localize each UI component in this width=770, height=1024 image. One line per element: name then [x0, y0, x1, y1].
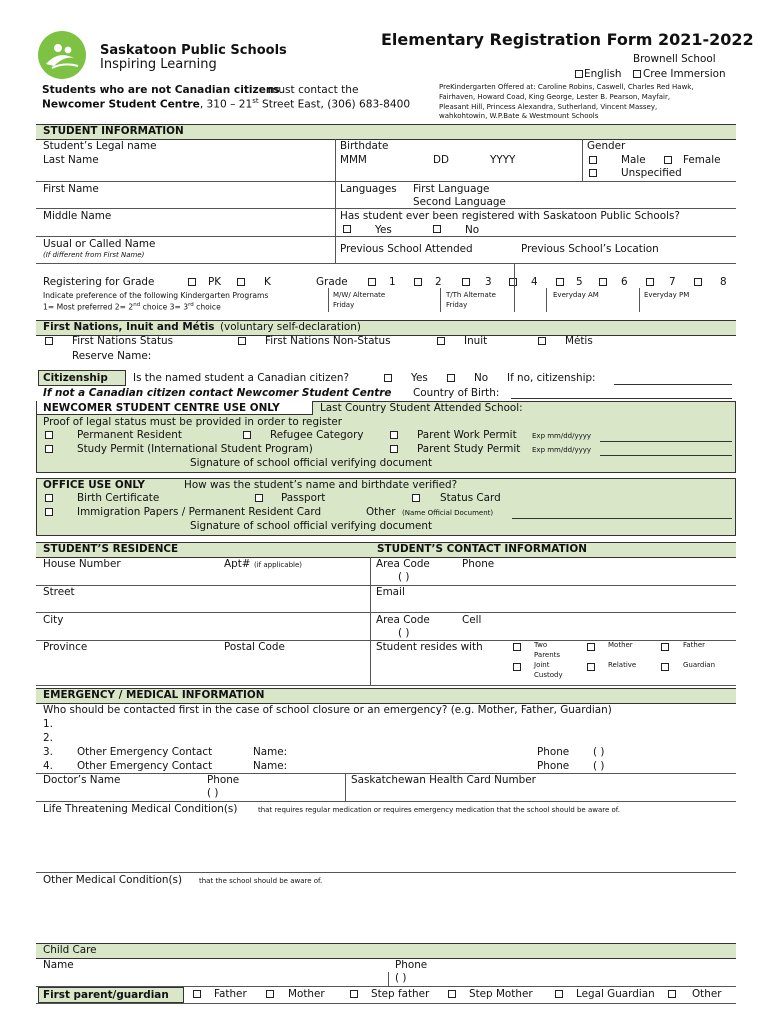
two-parents-1: Two — [534, 641, 548, 649]
prek-note-4: wahkohtowin, W.P.Bate & Westmount Schools — [439, 112, 599, 120]
school-name-field: Brownell School — [633, 53, 716, 65]
usual-name-label: Usual or Called Name — [43, 238, 156, 250]
relative-checkbox[interactable] — [587, 663, 595, 671]
grade-6-label: 6 — [621, 276, 628, 288]
usual-name-note: (If different from First Name) — [43, 251, 145, 259]
exp1-label: Exp mm/dd/yyyy — [532, 432, 592, 440]
street-label: Street — [43, 586, 75, 598]
divider — [36, 263, 736, 264]
contact-newcomer-note: If not a Canadian citizen contact Newcomer Student Centre — [43, 387, 392, 399]
two-parents-2: Parents — [534, 651, 561, 659]
student-info-header: STUDENT INFORMATION — [43, 125, 184, 137]
phone-paren: ( ) — [398, 571, 410, 583]
contact-header: STUDENT’S CONTACT INFORMATION — [377, 543, 587, 555]
divider — [36, 208, 736, 209]
guardian-other-label: Other — [692, 988, 722, 1000]
mw-alt: M/W/ Alternate — [333, 291, 386, 299]
newcomer-bold-2: Newcomer Student Centre — [42, 98, 200, 111]
divider — [514, 263, 515, 312]
doctor-paren: ( ) — [207, 787, 219, 799]
proof-label: Proof of legal status must be provided in order to register — [43, 416, 343, 428]
guardian-father-label: Father — [214, 988, 247, 1000]
previous-location-label: Previous School’s Location — [521, 243, 659, 255]
k-pref-2d: rd — [188, 302, 194, 308]
joint-custody-checkbox[interactable] — [513, 663, 521, 671]
newcomer-text-3: Street East, (306) 683-8400 — [258, 98, 411, 111]
grade-7-label: 7 — [669, 276, 676, 288]
yyyy-label: YYYY — [490, 154, 516, 166]
cree-checkbox[interactable] — [633, 70, 641, 78]
grade-5-checkbox[interactable] — [556, 278, 564, 286]
child-care-paren: ( ) — [395, 972, 407, 984]
father-resides-label: Father — [683, 641, 706, 649]
guardian-legal-checkbox[interactable] — [555, 990, 563, 998]
last-country-label: Last Country Student Attended School: — [320, 402, 523, 414]
paren-3: ( ) — [593, 746, 605, 758]
if-no-citizenship: If no, citizenship: — [507, 372, 596, 384]
registered-no-checkbox[interactable] — [433, 225, 441, 233]
cree-label: Cree Immersion — [643, 68, 726, 80]
status-card-label: Status Card — [440, 492, 501, 504]
reserve-label: Reserve Name: — [72, 350, 152, 362]
k-pref-1: Indicate preference of the following Kindergarten Programs — [43, 291, 269, 300]
office-signature-label: Signature of school official verifying document — [190, 520, 433, 532]
registered-yes-checkbox[interactable] — [343, 225, 351, 233]
prek-note-2: Fairhaven, Howard Coad, King George, Lester B. Pearson, Mayfair, — [439, 93, 671, 101]
exp2-line — [600, 455, 732, 456]
grade-label: Grade — [316, 276, 348, 288]
permanent-resident-label: Permanent Resident — [77, 429, 182, 441]
phone-label: Phone — [462, 558, 495, 570]
guardian-step-father-checkbox[interactable] — [350, 990, 358, 998]
everyday-am: Everyday AM — [553, 291, 599, 299]
parent-work-checkbox[interactable] — [390, 431, 398, 439]
house-number-label: House Number — [43, 558, 121, 570]
unspecified-checkbox[interactable] — [589, 169, 597, 177]
english-label: English — [584, 68, 622, 80]
newcomer-text-1: must contact the — [268, 84, 359, 96]
grade-3-label: 3 — [485, 276, 492, 288]
citizen-yes-label: Yes — [411, 372, 428, 384]
grade-5-label: 5 — [576, 276, 583, 288]
birth-cert-label: Birth Certificate — [77, 492, 160, 504]
parent-study-checkbox[interactable] — [390, 445, 398, 453]
guardian-resides-checkbox[interactable] — [661, 663, 669, 671]
guardian-step-father-label: Step father — [371, 988, 430, 1000]
divider — [345, 773, 346, 801]
divider — [36, 612, 736, 613]
postal-code-label: Postal Code — [224, 641, 285, 653]
grade-4-label: 4 — [531, 276, 538, 288]
doctor-label: Doctor’s Name — [43, 774, 121, 786]
tth-friday: Friday — [446, 301, 468, 309]
office-question: How was the student’s name and birthdate verified? — [184, 479, 458, 491]
refugee-label: Refugee Category — [270, 429, 364, 441]
parent-study-label: Parent Study Permit — [417, 443, 521, 455]
k-pref-2e: choice — [193, 302, 221, 312]
prek-note-1: PreKindergarten Offered at: Caroline Robins, Caswell, Charles Red Hawk, — [439, 83, 694, 91]
newcomer-line-2 — [42, 97, 410, 111]
divider — [388, 972, 389, 986]
grade-2-label: 2 — [435, 276, 442, 288]
first-nations-header: First Nations, Inuit and Métis — [43, 321, 215, 333]
registered-no-label: No — [465, 224, 480, 236]
divider — [36, 236, 736, 237]
divider — [440, 288, 441, 312]
joint-1: Joint — [534, 661, 550, 669]
guardian-step-mother-label: Step Mother — [469, 988, 533, 1000]
grade-7-checkbox[interactable] — [646, 278, 654, 286]
guardian-father-checkbox[interactable] — [193, 990, 201, 998]
guardian-resides-label: Guardian — [683, 661, 716, 669]
divider — [582, 139, 583, 181]
divider — [328, 288, 329, 312]
registering-label: Registering for Grade — [43, 276, 155, 288]
doctor-phone-label: Phone — [207, 774, 240, 786]
guardian-legal-label: Legal Guardian — [576, 988, 655, 1000]
emergency-1: 1. — [43, 718, 53, 730]
province-label: Province — [43, 641, 88, 653]
guardian-label: First parent/guardian — [43, 989, 169, 1001]
ncc-signature-label: Signature of school official verifying document — [190, 457, 433, 469]
father-resides-checkbox[interactable] — [661, 643, 669, 651]
citizen-yes-checkbox[interactable] — [384, 374, 392, 382]
last-name-label: Last Name — [43, 154, 99, 166]
apt-label: Apt# — [224, 558, 251, 570]
mother-resides-checkbox[interactable] — [587, 643, 595, 651]
male-checkbox[interactable] — [589, 156, 597, 164]
mw-friday: Friday — [333, 301, 355, 309]
grade-8-label: 8 — [720, 276, 727, 288]
emergency-2: 2. — [43, 732, 53, 744]
k-pref-2 — [43, 302, 221, 312]
other-conditions-note: that the school should be aware of. — [199, 877, 323, 885]
k-checkbox[interactable] — [237, 278, 245, 286]
birth-cert-checkbox[interactable] — [45, 494, 53, 502]
grade-1-label: 1 — [389, 276, 396, 288]
divider — [639, 288, 640, 312]
immigration-label: Immigration Papers / Permanent Resident Card — [77, 506, 322, 518]
area-code-2-label: Area Code — [376, 614, 430, 626]
divider — [335, 139, 336, 263]
country-birth-label: Country of Birth: — [413, 387, 500, 399]
grade-6-checkbox[interactable] — [599, 278, 607, 286]
paren-4: ( ) — [593, 760, 605, 772]
citizen-no-checkbox[interactable] — [447, 374, 455, 382]
tth-alt: T/Th Alternate — [446, 291, 496, 299]
school-tagline: Inspiring Learning — [100, 57, 217, 72]
other-doc-line — [512, 518, 732, 519]
child-care-label: Child Care — [43, 944, 97, 956]
citizenship-label: Citizenship — [43, 372, 108, 384]
fn-status-checkbox[interactable] — [45, 337, 53, 345]
k-label: K — [264, 276, 271, 288]
life-threat-note: that requires regular medication or requires emergency medication that the school should be aware of. — [258, 806, 620, 814]
legal-name-label: Student’s Legal name — [43, 140, 157, 152]
newcomer-text-2: , 310 – 21 — [199, 98, 253, 111]
child-care-bar — [36, 943, 736, 959]
k-pref-2c: choice 3= 3 — [140, 302, 189, 312]
parent-work-label: Parent Work Permit — [417, 429, 517, 441]
guardian-step-mother-checkbox[interactable] — [448, 990, 456, 998]
other-doc-note: (Name Official Document) — [402, 509, 494, 517]
other-contact-4: Other Emergency Contact — [77, 760, 213, 772]
study-permit-checkbox[interactable] — [45, 445, 53, 453]
office-use-label: OFFICE USE ONLY — [43, 479, 145, 491]
resides-label: Student resides with — [376, 641, 483, 653]
other-doc-label: Other — [366, 506, 396, 518]
grade-3-checkbox[interactable] — [462, 278, 470, 286]
female-label: Female — [683, 154, 721, 166]
cell-paren: ( ) — [398, 627, 410, 639]
immigration-checkbox[interactable] — [45, 508, 53, 516]
first-name-label: First Name — [43, 183, 99, 195]
male-label: Male — [621, 154, 646, 166]
prek-note-3: Pleasant Hill, Princess Alexandra, Sutherland, Vincent Massey, — [439, 103, 658, 111]
metis-label: Métis — [565, 335, 593, 347]
city-label: City — [43, 614, 64, 626]
cell-label: Cell — [462, 614, 482, 626]
pk-checkbox[interactable] — [188, 278, 196, 286]
residence-header: STUDENT’S RESIDENCE — [43, 543, 179, 555]
languages-label: Languages — [340, 183, 397, 195]
grade-1-checkbox[interactable] — [368, 278, 376, 286]
joint-2: Custody — [534, 671, 563, 679]
emergency-3: 3. — [43, 746, 53, 758]
fn-non-status-checkbox[interactable] — [238, 337, 246, 345]
first-nations-voluntary: (voluntary self-declaration) — [220, 321, 361, 333]
passport-label: Passport — [281, 492, 326, 504]
health-card-label: Saskatchewan Health Card Number — [351, 774, 536, 786]
emergency-question: Who should be contacted first in the case of school closure or an emergency? (e.g. Mother, Father, Guardian) — [43, 704, 612, 716]
other-contact-3: Other Emergency Contact — [77, 746, 213, 758]
refugee-checkbox[interactable] — [243, 431, 251, 439]
fn-non-status-label: First Nations Non-Status — [265, 335, 391, 347]
guardian-mother-checkbox[interactable] — [266, 990, 274, 998]
k-pref-2b: nd — [133, 302, 141, 308]
previous-school-label: Previous School Attended — [340, 243, 473, 255]
inuit-checkbox[interactable] — [437, 337, 445, 345]
child-care-phone: Phone — [395, 959, 428, 971]
school-name: Saskatoon Public Schools — [100, 43, 287, 58]
dd-label: DD — [433, 154, 450, 166]
other-conditions-label: Other Medical Condition(s) — [43, 874, 183, 886]
permanent-resident-checkbox[interactable] — [45, 431, 53, 439]
passport-checkbox[interactable] — [255, 494, 263, 502]
inuit-label: Inuit — [464, 335, 488, 347]
exp1-line — [600, 441, 732, 442]
citizenship-question: Is the named student a Canadian citizen? — [133, 372, 350, 384]
guardian-mother-label: Mother — [288, 988, 325, 1000]
citizenship-line — [614, 384, 732, 385]
emergency-header: EMERGENCY / MEDICAL INFORMATION — [43, 689, 265, 701]
school-logo — [34, 28, 96, 80]
registered-question: Has student ever been registered with Saskatoon Public Schools? — [340, 210, 680, 222]
grade-8-checkbox[interactable] — [694, 278, 702, 286]
first-language-label: First Language — [413, 183, 490, 195]
grade-4-checkbox[interactable] — [509, 278, 517, 286]
divider — [36, 801, 736, 802]
divider — [370, 557, 371, 685]
registered-yes-label: Yes — [375, 224, 392, 236]
two-parents-checkbox[interactable] — [513, 643, 521, 651]
middle-name-label: Middle Name — [43, 210, 112, 222]
form-title: Elementary Registration Form 2021-2022 — [381, 30, 754, 49]
phone-4: Phone — [537, 760, 570, 772]
english-checkbox[interactable] — [575, 70, 583, 78]
mother-resides-label: Mother — [608, 641, 633, 649]
ncc-use-label: NEWCOMER STUDENT CENTRE USE ONLY — [43, 402, 280, 414]
status-card-checkbox[interactable] — [412, 494, 420, 502]
study-permit-label: Study Permit (International Student Program) — [77, 443, 313, 455]
second-language-label: Second Language — [413, 196, 506, 208]
country-birth-line — [511, 398, 732, 399]
k-pref-2a: 1= Most preferred 2= 2 — [43, 302, 134, 312]
fn-status-label: First Nations Status — [72, 335, 174, 347]
newcomer-sup: st — [252, 97, 259, 105]
child-care-name: Name — [43, 959, 74, 971]
apt-note: (if applicable) — [254, 561, 302, 569]
pk-label: PK — [208, 276, 222, 288]
divider — [36, 1003, 736, 1004]
divider — [546, 288, 547, 312]
life-threat-label: Life Threatening Medical Condition(s) — [43, 803, 238, 815]
relative-label: Relative — [608, 661, 637, 669]
divider — [36, 181, 736, 182]
grade-2-checkbox[interactable] — [414, 278, 422, 286]
citizen-no-label: No — [474, 372, 489, 384]
divider — [36, 872, 736, 873]
guardian-other-checkbox[interactable] — [668, 990, 676, 998]
divider — [36, 685, 736, 686]
mmm-label: MMM — [340, 154, 367, 166]
area-code-label: Area Code — [376, 558, 430, 570]
phone-3: Phone — [537, 746, 570, 758]
email-label: Email — [376, 586, 405, 598]
birthdate-label: Birthdate — [340, 140, 389, 152]
name-4: Name: — [253, 760, 288, 772]
everyday-pm: Everyday PM — [644, 291, 690, 299]
name-3: Name: — [253, 746, 288, 758]
gender-label: Gender — [587, 140, 626, 152]
exp2-label: Exp mm/dd/yyyy — [532, 446, 592, 454]
female-checkbox[interactable] — [664, 156, 672, 164]
metis-checkbox[interactable] — [538, 337, 546, 345]
unspecified-label: Unspecified — [621, 167, 682, 179]
emergency-4: 4. — [43, 760, 53, 772]
newcomer-bold-1: Students who are not Canadian citizens — [42, 84, 280, 96]
